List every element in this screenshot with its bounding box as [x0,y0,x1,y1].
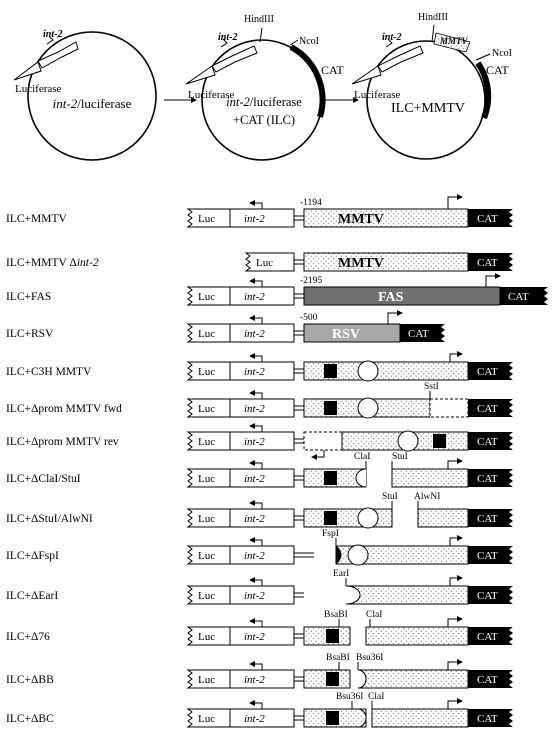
row-ilc-mmtv-dint2 [6,253,513,271]
cat-label: CAT [477,674,498,686]
p2-name-line2: +CAT (ILC) [232,113,296,127]
luc-label: Luc [198,366,216,378]
int2-label: int-2 [244,213,265,225]
pos-1194: -1194 [300,198,322,208]
plasmid-ilc-mmtv [352,12,512,159]
cat-label: CAT [477,513,498,525]
luc-label: Luc [198,631,216,643]
row-label: ILC+ΔStuI/AlwNI [6,513,93,525]
site-clai: ClaI [366,610,383,620]
cat-label: CAT [477,436,498,448]
luc-label: Luc [198,291,216,303]
p3-mmtv: MMTV [440,36,468,46]
site-stui: StuI [382,492,398,502]
cat-label: CAT [477,403,498,415]
site-eari: EarI [333,569,350,579]
cat-label: CAT [477,366,498,378]
cat-label: CAT [477,713,498,725]
cat-label: CAT [508,291,529,303]
int2-label: int-2 [244,403,265,415]
row-label: ILC+ΔClaI/StuI [6,473,81,485]
site-clai: ClaI [354,452,371,462]
site-bsu36i: Bsu36I [336,692,364,702]
p1-int2-label: int-2 [43,29,63,40]
int2-label: int-2 [244,631,265,643]
row-label: ILC+Δ76 [6,631,50,643]
int2-label: int-2 [244,473,265,485]
p1-luciferase-label: Luciferase [15,83,62,95]
mmtv-label: MMTV [338,256,384,271]
site-bsabi: BsaBI [324,610,348,620]
site-clai: ClaI [368,692,385,702]
p3-hindiii: HindIII [418,12,448,23]
row-ilc-c3h-mmtv [6,354,513,381]
cat-label: CAT [477,590,498,602]
int2-label: int-2 [244,513,265,525]
p2-int2-label: int-2 [218,32,238,43]
row-label: ILC+ΔBB [6,674,54,686]
row-dbb [6,653,513,688]
row-label: ILC+Δprom MMTV rev [6,436,119,448]
luc-label: Luc [198,513,216,525]
row-label: ILC+RSV [6,328,54,340]
pos-500: -500 [300,313,318,323]
luc-label: Luc [198,473,216,485]
int2-label: int-2 [244,590,265,602]
int2-label: int-2 [244,674,265,686]
p1-name: int-2/luciferase [52,96,132,111]
pos-2195: -2195 [300,276,323,286]
luc-label: Luc [198,590,216,602]
row-label: ILC+ΔFspI [6,550,59,562]
luc-label: Luc [198,403,216,415]
row-dprom-mmtv-rev [6,426,513,457]
p3-cat: CAT [486,63,509,77]
row-deari [6,569,513,604]
cat-label: CAT [477,257,498,269]
p2-ncoi: NcoI [299,36,319,47]
row-dbc [6,692,513,727]
plasmid-int2-luciferase [14,29,156,160]
luc-label: Luc [256,257,274,269]
p3-luciferase-label: Luciferase [354,89,401,101]
p3-name: ILC+MMTV [390,101,466,116]
row-dfspi [6,529,513,565]
cat-label: CAT [477,473,498,485]
row-dstui-alwni [6,492,513,528]
p2-name-line1: int-2/luciferase [226,95,302,109]
row-label: ILC+FAS [6,291,52,303]
int2-label: int-2 [244,328,265,340]
row-ilc-mmtv [6,197,513,227]
cat-label: CAT [477,550,498,562]
row-label: ILC+MMTV Δint-2 [6,257,99,269]
plasmid-ilc [186,14,344,160]
p3-ncoi: NcoI [492,48,512,59]
luc-label: Luc [198,436,216,448]
int2-label: int-2 [244,291,265,303]
row-label: ILC+ΔBC [6,713,54,725]
site-bsu36i: Bsu36I [356,653,384,663]
int2-label: int-2 [244,713,265,725]
site-bsabi: BsaBI [326,653,350,663]
row-d76 [6,610,513,645]
p2-hindiii: HindIII [244,14,274,25]
row-label: ILC+MMTV [6,213,67,225]
int2-label: int-2 [244,550,265,562]
row-ilc-rsv [6,313,445,342]
row-label: ILC+C3H MMTV [6,366,92,378]
p2-cat: CAT [321,63,344,77]
row-label: ILC+Δprom MMTV fwd [6,403,122,415]
int2-label: int-2 [244,366,265,378]
cat-label: CAT [408,328,429,340]
site-stui: StuI [392,452,408,462]
luc-label: Luc [198,713,216,725]
int2-label: int-2 [244,436,265,448]
row-dprom-mmtv-fwd [6,382,513,418]
site-fspi: FspI [322,529,339,539]
fas-label: FAS [378,290,404,305]
p2-luciferase-label: Luciferase [188,89,235,101]
mmtv-label: MMTV [338,212,384,227]
luc-label: Luc [198,550,216,562]
row-ilc-fas [6,276,548,305]
luc-label: Luc [198,213,216,225]
rsv-label: RSV [332,327,361,342]
row-dclai-stui [6,452,513,487]
luc-label: Luc [198,328,216,340]
cat-label: CAT [477,631,498,643]
site-alwni: AlwNI [414,492,441,502]
p3-int2-label: int-2 [382,32,402,43]
luc-label: Luc [198,674,216,686]
site-ssti: SstI [424,382,439,392]
row-label: ILC+ΔEarI [6,590,59,602]
cat-label: CAT [477,213,498,225]
